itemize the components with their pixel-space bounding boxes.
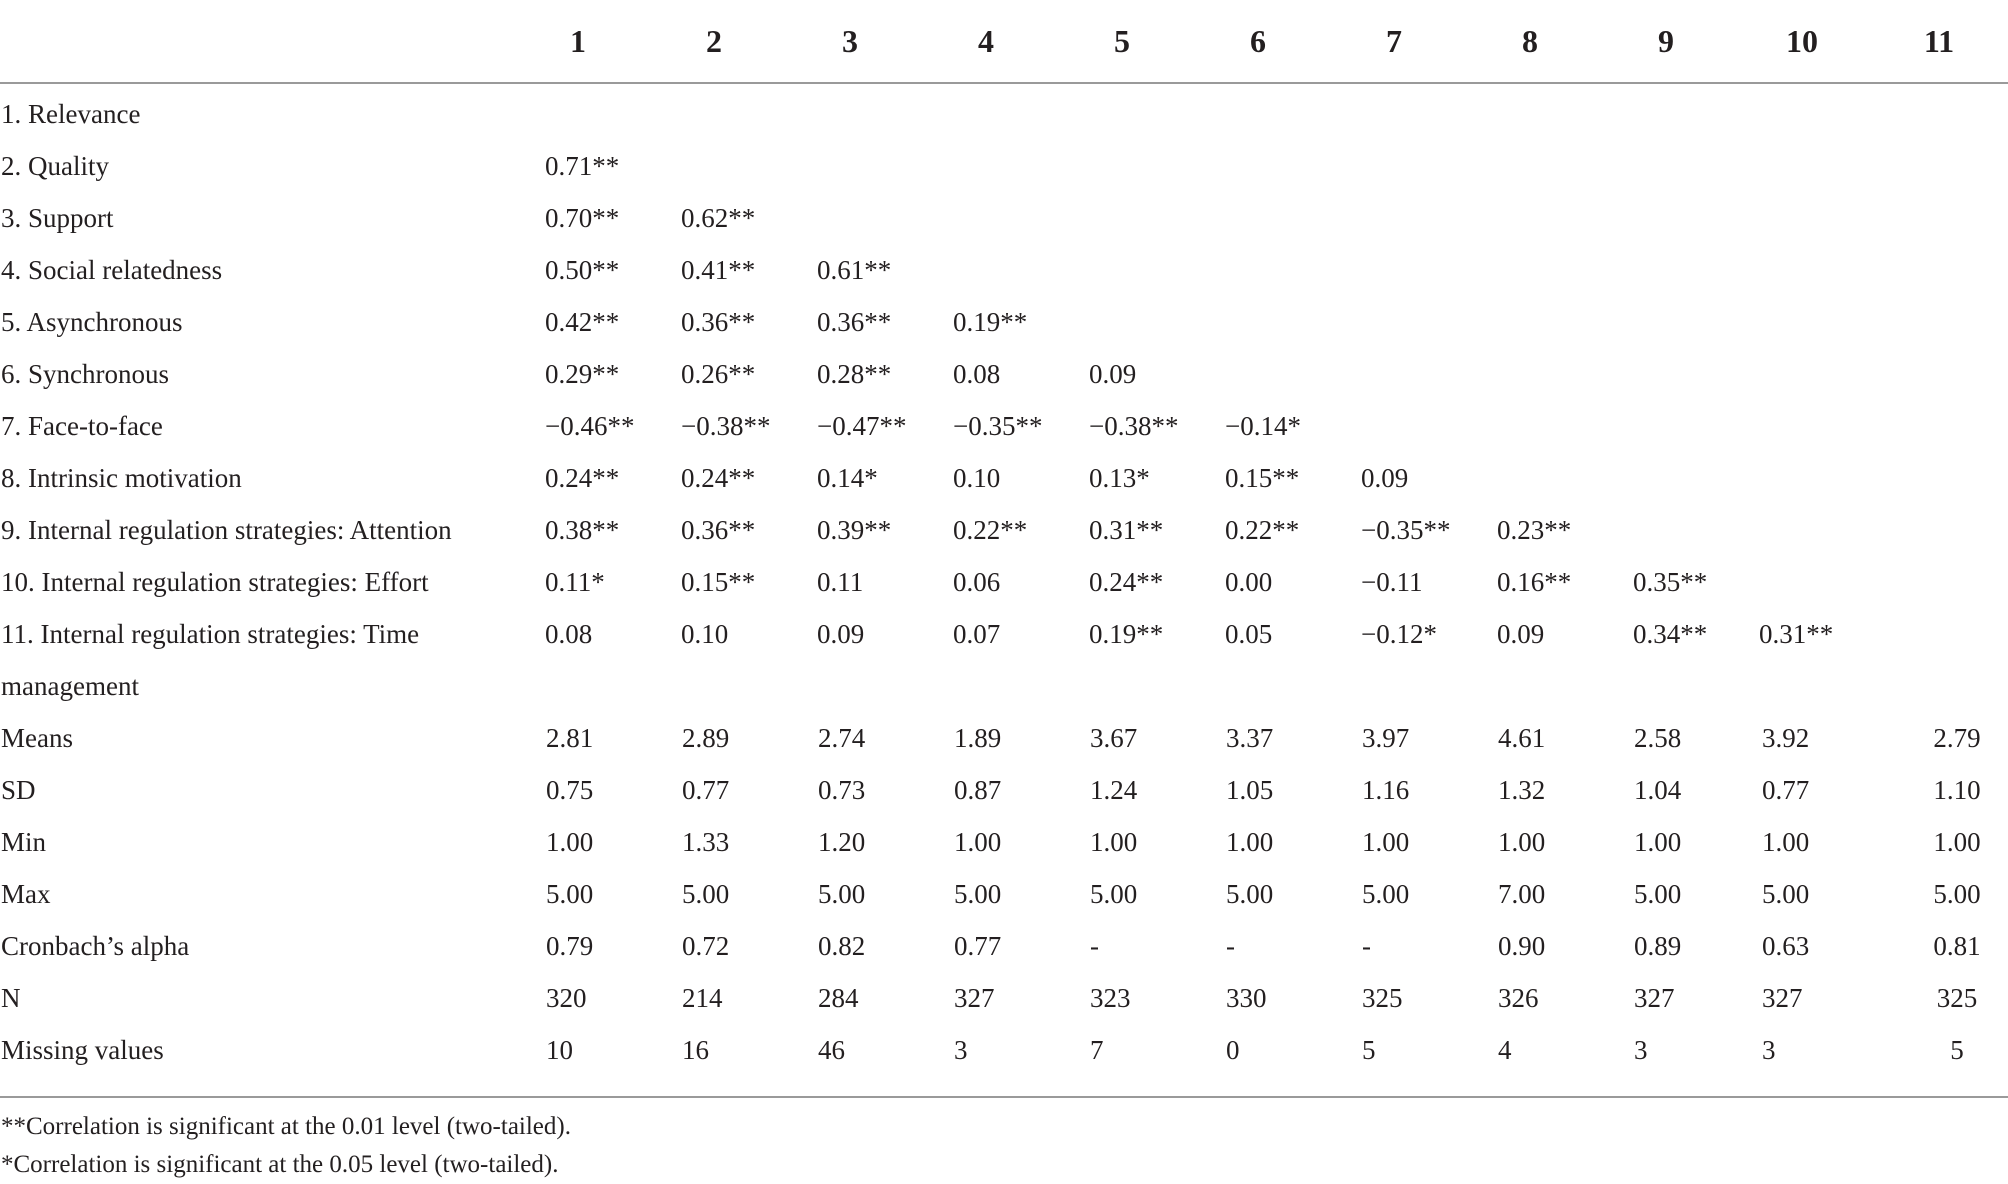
table-cell: 0.22** — [953, 514, 1028, 545]
table-cell: 0.89 — [1634, 930, 1682, 961]
table-cell — [1054, 660, 1190, 712]
row-label: Missing values — [1, 1034, 164, 1065]
row-label: 11. Internal regulation strategies: Time — [1, 618, 420, 649]
table-cell: −0.35** — [1361, 514, 1451, 545]
table-cell: 3.92 — [1762, 722, 1810, 753]
table-cell: 0.70** — [545, 202, 620, 233]
table-cell: 0.13* — [1089, 462, 1150, 493]
table-cell — [1326, 140, 1462, 192]
table-cell: 0.26** — [681, 358, 756, 389]
table-cell: 7 — [1090, 1034, 1104, 1065]
table-cell: 0.07 — [953, 618, 1001, 649]
table-cell — [1734, 452, 1870, 504]
row-label: SD — [1, 774, 36, 805]
correlation-row — [0, 452, 2008, 504]
table-cell: −0.47** — [817, 410, 907, 441]
table-cell: 0.62** — [681, 202, 756, 233]
table-cell: 0.05 — [1225, 618, 1273, 649]
table-cell: 0.10 — [953, 462, 1001, 493]
table-cell — [1326, 244, 1462, 296]
table-cell — [1734, 244, 1870, 296]
row-label: Cronbach’s alpha — [1, 930, 190, 961]
row-label: 7. Face-to-face — [1, 410, 163, 441]
stat-row — [0, 920, 2008, 972]
table-cell: 5.00 — [1634, 878, 1682, 909]
table-cell: 2.81 — [546, 722, 594, 753]
row-label: management — [1, 670, 139, 701]
table-cell: 0.15** — [1225, 462, 1300, 493]
table-cell: - — [1362, 930, 1371, 961]
table-cell — [1870, 244, 2008, 296]
table-cell — [782, 83, 918, 140]
table-cell: 0.41** — [681, 254, 756, 285]
correlation-row — [0, 140, 2008, 192]
column-header: 3 — [782, 0, 918, 83]
table-cell: 1.00 — [1090, 826, 1138, 857]
table-cell: 0.79 — [546, 930, 594, 961]
table-cell — [646, 140, 782, 192]
table-cell — [1326, 192, 1462, 244]
table-cell: 0.73 — [818, 774, 866, 805]
table-cell: 0.29** — [545, 358, 620, 389]
table-cell: 0.38** — [545, 514, 620, 545]
table-cell — [1598, 140, 1734, 192]
table-cell: 46 — [818, 1034, 845, 1065]
table-cell: 1.00 — [1226, 826, 1274, 857]
column-header: 10 — [1734, 0, 1870, 83]
table-cell: 0.22** — [1225, 514, 1300, 545]
table-cell: 5 — [1362, 1034, 1376, 1065]
table-cell — [1870, 192, 2008, 244]
table-cell: 0.90 — [1498, 930, 1546, 961]
table-cell: - — [1226, 930, 1235, 961]
table-cell: 5.00 — [682, 878, 730, 909]
row-label: 1. Relevance — [1, 98, 141, 129]
table-cell: −0.46** — [545, 410, 635, 441]
table-cell — [1598, 192, 1734, 244]
table-cell: 0.31** — [1759, 618, 1834, 649]
table-cell — [1190, 244, 1326, 296]
column-header: 6 — [1190, 0, 1326, 83]
row-label: 8. Intrinsic motivation — [1, 462, 242, 493]
table-cell: 4.61 — [1498, 722, 1546, 753]
row-label: 9. Internal regulation strategies: Attention — [1, 514, 452, 545]
table-cell: 5.00 — [818, 878, 866, 909]
correlation-row — [0, 83, 2008, 140]
table-cell — [1870, 504, 2008, 556]
correlation-row — [0, 244, 2008, 296]
row-label: Min — [1, 826, 47, 857]
table-cell — [918, 83, 1054, 140]
table-cell: 0.42** — [545, 306, 620, 337]
table-cell: 0.11 — [817, 566, 864, 597]
table-cell: 214 — [682, 982, 723, 1013]
table-cell: 0.77 — [954, 930, 1002, 961]
table-cell: 7.00 — [1498, 878, 1546, 909]
table-cell: 1.00 — [1362, 826, 1410, 857]
table-cell: 0.24** — [1089, 566, 1164, 597]
table-cell — [1190, 348, 1326, 400]
table-cell — [1598, 504, 1734, 556]
table-cell — [782, 140, 918, 192]
table-cell: −0.14* — [1225, 410, 1301, 441]
table-cell: 5.00 — [1226, 878, 1274, 909]
table-cell: 3.67 — [1090, 722, 1138, 753]
table-cell: 4 — [1498, 1034, 1512, 1065]
table-cell: 5.00 — [1090, 878, 1138, 909]
table-cell: 3 — [1634, 1034, 1648, 1065]
table-cell: 0.19** — [1089, 618, 1164, 649]
table-cell: 0.77 — [682, 774, 730, 805]
table-cell — [1054, 296, 1190, 348]
table-cell — [1870, 660, 2008, 712]
table-cell: 2.89 — [682, 722, 730, 753]
stat-row — [0, 972, 2008, 1024]
table-cell: 5 — [1950, 1034, 1964, 1065]
table-cell: 0.14* — [817, 462, 878, 493]
table-cell — [646, 83, 782, 140]
table-cell: 0.36** — [681, 514, 756, 545]
table-cell — [1462, 192, 1598, 244]
table-cell — [1734, 83, 1870, 140]
table-cell: 0.00 — [1225, 566, 1273, 597]
table-cell — [1326, 660, 1462, 712]
row-label: 5. Asynchronous — [1, 306, 183, 337]
table-cell: −0.38** — [1089, 410, 1179, 441]
column-header: 2 — [646, 0, 782, 83]
table-cell — [1190, 83, 1326, 140]
table-cell — [1190, 296, 1326, 348]
table-cell — [1598, 83, 1734, 140]
table-cell: 0.16** — [1497, 566, 1572, 597]
table-cell — [1734, 400, 1870, 452]
table-cell: 0.35** — [1633, 566, 1708, 597]
table-cell: −0.38** — [681, 410, 771, 441]
table-cell — [1734, 140, 1870, 192]
table-cell: −0.12* — [1361, 618, 1437, 649]
table-cell: 10 — [546, 1034, 573, 1065]
row-label: 6. Synchronous — [1, 358, 169, 389]
table-cell — [1462, 348, 1598, 400]
table-cell: 1.00 — [1933, 826, 1981, 857]
table-cell — [1462, 244, 1598, 296]
table-cell — [782, 660, 918, 712]
stat-row — [0, 764, 2008, 816]
table-cell: 3.37 — [1226, 722, 1274, 753]
table-cell: 1.10 — [1933, 774, 1981, 805]
table-cell — [1734, 660, 1870, 712]
table-cell — [1870, 83, 2008, 140]
correlation-row — [0, 192, 2008, 244]
table-cell — [1462, 83, 1598, 140]
column-header: 7 — [1326, 0, 1462, 83]
stat-row — [0, 712, 2008, 764]
table-cell: 327 — [954, 982, 995, 1013]
table-cell: 16 — [682, 1034, 709, 1065]
column-header: 1 — [510, 0, 646, 83]
column-header: 11 — [1870, 0, 2008, 83]
correlation-row — [0, 296, 2008, 348]
table-cell: 1.00 — [1634, 826, 1682, 857]
table-cell: 330 — [1226, 982, 1267, 1013]
table-cell: 0.63 — [1762, 930, 1810, 961]
table-cell: 0.24** — [681, 462, 756, 493]
table-cell: 0.87 — [954, 774, 1002, 805]
table-cell: −0.35** — [953, 410, 1043, 441]
table-cell: 3 — [954, 1034, 968, 1065]
table-cell: 0.15** — [681, 566, 756, 597]
table-cell: 0.11* — [545, 566, 605, 597]
table-cell: 0.09 — [1497, 618, 1545, 649]
table-cell — [1462, 140, 1598, 192]
footnote-significance-005: *Correlation is significant at the 0.05 level (two-tailed). — [1, 1151, 559, 1178]
table-cell — [1054, 140, 1190, 192]
table-cell: 1.24 — [1090, 774, 1138, 805]
table-cell — [1326, 348, 1462, 400]
table-cell: 1.33 — [682, 826, 730, 857]
table-cell: 0.19** — [953, 306, 1028, 337]
table-cell — [918, 192, 1054, 244]
table-cell: 0.50** — [545, 254, 620, 285]
table-cell — [1462, 660, 1598, 712]
table-cell: 0.77 — [1762, 774, 1810, 805]
correlation-row — [0, 556, 2008, 608]
table-cell — [1598, 244, 1734, 296]
row-label: Max — [1, 878, 51, 909]
table-cell: 0.06 — [953, 566, 1001, 597]
table-cell — [1462, 400, 1598, 452]
table-cell — [510, 83, 646, 140]
table-cell — [1734, 504, 1870, 556]
table-cell: 3 — [1762, 1034, 1776, 1065]
table-cell — [1870, 452, 2008, 504]
table-cell: 0.75 — [546, 774, 594, 805]
table-cell: 5.00 — [954, 878, 1002, 909]
table-cell: 0.28** — [817, 358, 892, 389]
header-row — [0, 0, 2008, 83]
table-cell — [1462, 296, 1598, 348]
table-cell: 1.00 — [954, 826, 1002, 857]
table-cell: 0.08 — [545, 618, 593, 649]
correlation-row — [0, 400, 2008, 452]
table-cell: 0.36** — [817, 306, 892, 337]
row-label: 3. Support — [1, 202, 114, 233]
table-cell: 0.09 — [817, 618, 865, 649]
table-cell — [1190, 660, 1326, 712]
footnotes — [0, 1098, 2008, 1184]
row-label: 2. Quality — [1, 150, 109, 181]
row-label: Means — [1, 722, 73, 753]
table-cell — [1870, 400, 2008, 452]
correlation-row — [0, 660, 2008, 712]
table-cell: 327 — [1634, 982, 1675, 1013]
table-cell: 320 — [546, 982, 587, 1013]
stat-row — [0, 868, 2008, 920]
table-cell: 325 — [1936, 982, 1978, 1013]
table-cell: 1.16 — [1362, 774, 1410, 805]
table-cell — [1190, 192, 1326, 244]
table-cell — [646, 660, 782, 712]
table-cell: 3.97 — [1362, 722, 1410, 753]
row-label: 10. Internal regulation strategies: Effort — [1, 566, 429, 597]
table-cell — [1326, 296, 1462, 348]
table-cell: 0.34** — [1633, 618, 1708, 649]
table-cell: 284 — [818, 982, 859, 1013]
table-cell — [1190, 140, 1326, 192]
table-cell: 0.36** — [681, 306, 756, 337]
table-cell — [918, 244, 1054, 296]
table-cell: 0.10 — [681, 618, 729, 649]
table-cell: 0.61** — [817, 254, 892, 285]
row-label: 4. Social relatedness — [1, 254, 223, 285]
table-cell — [1734, 556, 1870, 608]
table-cell — [918, 660, 1054, 712]
table-cell — [1734, 348, 1870, 400]
footnote-significance-001: **Correlation is significant at the 0.01 level (two-tailed). — [1, 1113, 571, 1140]
table-cell: 1.05 — [1226, 774, 1274, 805]
table-cell: 5.00 — [1362, 878, 1410, 909]
table-cell: 0.81 — [1933, 930, 1981, 961]
table-cell: 0.71** — [545, 150, 620, 181]
correlation-row — [0, 608, 2008, 660]
table-cell — [1598, 296, 1734, 348]
table-cell: 326 — [1498, 982, 1539, 1013]
table-cell — [1462, 452, 1598, 504]
table-cell: 1.20 — [818, 826, 866, 857]
table-cell — [1598, 400, 1734, 452]
table-cell — [1870, 140, 2008, 192]
table-cell — [1734, 296, 1870, 348]
table-cell — [1870, 556, 2008, 608]
table-cell: 0.39** — [817, 514, 892, 545]
table-cell: −0.11 — [1361, 566, 1423, 597]
table-cell — [1326, 83, 1462, 140]
table-cell — [1734, 192, 1870, 244]
header-blank-cell — [0, 0, 510, 83]
table-cell — [1326, 400, 1462, 452]
table-cell — [1054, 192, 1190, 244]
table-cell — [1054, 244, 1190, 296]
correlation-row — [0, 504, 2008, 556]
table-cell: 5.00 — [1933, 878, 1981, 909]
table-cell: - — [1090, 930, 1099, 961]
stat-row — [0, 816, 2008, 868]
table-cell: 0.72 — [682, 930, 730, 961]
table-cell: 1.00 — [1762, 826, 1810, 857]
table-cell — [1598, 660, 1734, 712]
table-cell: 5.00 — [1762, 878, 1810, 909]
column-header: 5 — [1054, 0, 1190, 83]
table-cell: 2.79 — [1933, 722, 1981, 753]
table-cell — [1870, 296, 2008, 348]
table-cell: 0.23** — [1497, 514, 1572, 545]
table-body — [0, 83, 2008, 1084]
column-header: 4 — [918, 0, 1054, 83]
stat-row — [0, 1024, 2008, 1084]
row-label: N — [1, 982, 21, 1013]
table-cell — [1598, 452, 1734, 504]
table-cell — [510, 660, 646, 712]
table-cell: 1.04 — [1634, 774, 1682, 805]
table-cell: 0.24** — [545, 462, 620, 493]
table-cell: 325 — [1362, 982, 1403, 1013]
table-cell: 2.74 — [818, 722, 866, 753]
table-cell — [1870, 348, 2008, 400]
table-cell — [918, 140, 1054, 192]
table-cell: 2.58 — [1634, 722, 1682, 753]
table-cell: 0.09 — [1361, 462, 1409, 493]
table-cell: 1.32 — [1498, 774, 1546, 805]
table-cell: 0.08 — [953, 358, 1001, 389]
table-cell: 327 — [1762, 982, 1803, 1013]
table-cell: 323 — [1090, 982, 1131, 1013]
table-cell — [1598, 348, 1734, 400]
table-cell — [1054, 83, 1190, 140]
table-cell: 0.31** — [1089, 514, 1164, 545]
table-cell: 0 — [1226, 1034, 1240, 1065]
table-cell — [1870, 608, 2008, 660]
table-cell: 5.00 — [546, 878, 594, 909]
column-header: 8 — [1462, 0, 1598, 83]
correlation-row — [0, 348, 2008, 400]
table-cell: 1.00 — [546, 826, 594, 857]
table-cell: 1.89 — [954, 722, 1002, 753]
table-cell: 1.00 — [1498, 826, 1546, 857]
column-header: 9 — [1598, 0, 1734, 83]
table-cell — [782, 192, 918, 244]
table-cell: 0.82 — [818, 930, 866, 961]
table-cell: 0.09 — [1089, 358, 1137, 389]
